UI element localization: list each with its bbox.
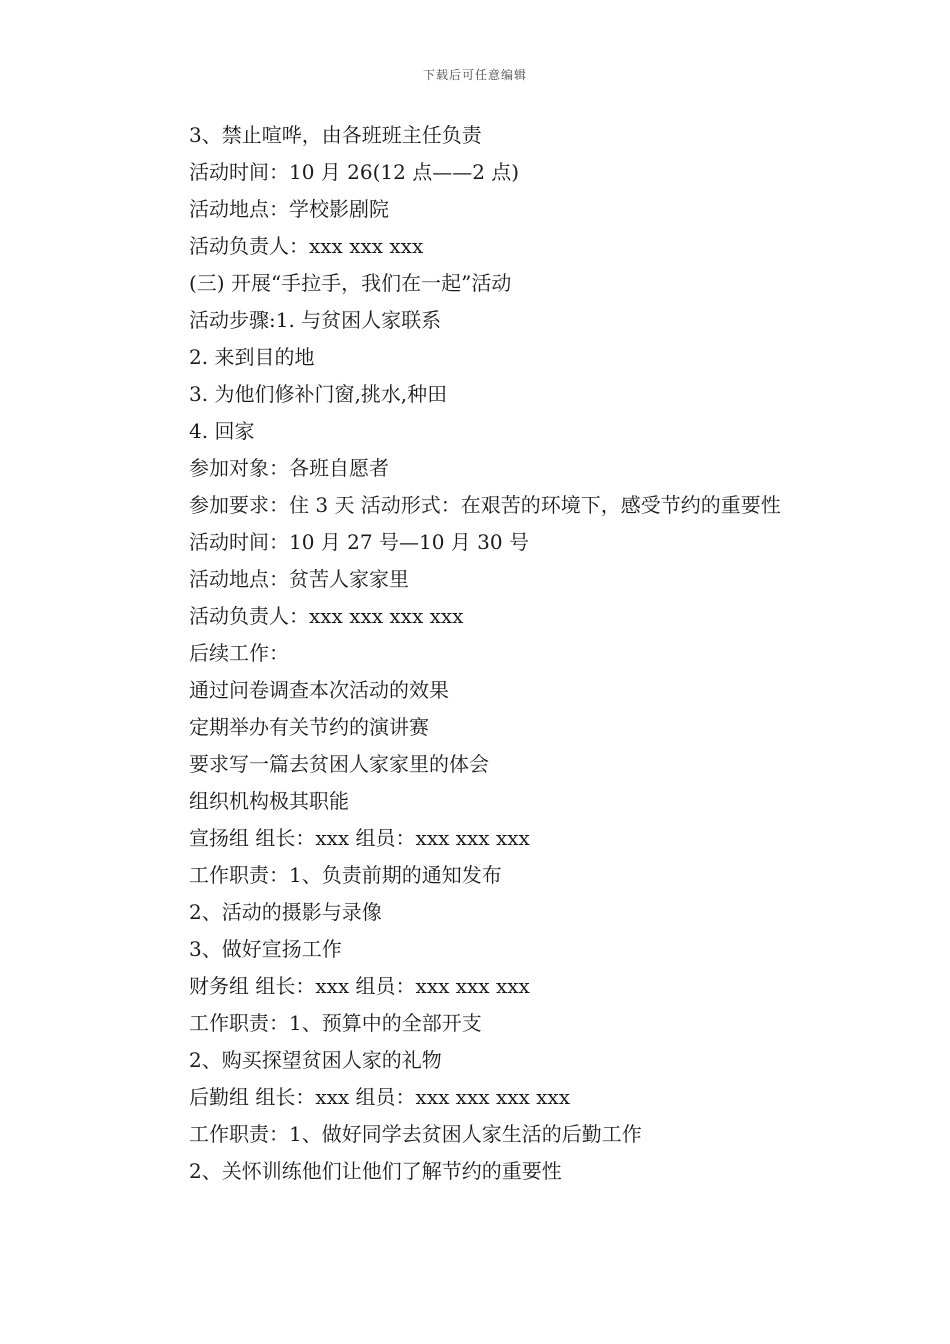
text-line: 活动地点：贫苦人家家里 [189,567,409,591]
text-line: 3、禁止喧哗，由各班班主任负责 [189,123,482,147]
text-line: 工作职责：1、预算中的全部开支 [189,1011,482,1035]
text-line: 2、购买探望贫困人家的礼物 [189,1048,442,1072]
text-line: 活动步骤:1. 与贫困人家联系 [189,308,442,332]
text-line: 要求写一篇去贫困人家家里的体会 [189,752,489,776]
text-line: 2、关怀训练他们让他们了解节约的重要性 [189,1159,562,1183]
text-line: 活动时间：10 月 27 号—10 月 30 号 [189,530,529,554]
text-line: 参加对象：各班自愿者 [189,456,389,480]
section-heading: (三) 开展“手拉手，我们在一起”活动 [189,271,512,295]
text-line: 后勤组 组长：xxx 组员：xxx xxx xxx xxx [189,1085,570,1109]
text-line: 4. 回家 [189,419,255,443]
text-line: 活动负责人：xxx xxx xxx [189,234,424,258]
page-header: 下载后可任意编辑 [422,68,527,82]
text-paragraph: 参加要求：住 3 天 活动形式：在艰苦的环境下，感受节约的重要性 [189,493,781,517]
text-line: 活动负责人：xxx xxx xxx xxx [189,604,464,628]
text-line: 3、做好宣扬工作 [189,937,342,961]
text-line: 活动时间：10 月 26(12 点——2 点) [189,160,520,184]
text-line: 财务组 组长：xxx 组员：xxx xxx xxx [189,974,530,998]
text-line: 后续工作： [189,641,289,665]
document-body [145,117,815,1190]
text-line: 组织机构极其职能 [189,789,349,813]
text-line: 工作职责：1、做好同学去贫困人家生活的后勤工作 [189,1122,642,1146]
text-line: 定期举办有关节约的演讲赛 [189,715,429,739]
text-line: 宣扬组 组长：xxx 组员：xxx xxx xxx [189,826,530,850]
text-line: 工作职责：1、负责前期的通知发布 [189,863,502,887]
text-line: 2、活动的摄影与录像 [189,900,382,924]
text-line: 活动地点：学校影剧院 [189,197,389,221]
text-line: 通过问卷调查本次活动的效果 [189,678,449,702]
text-line: 2. 来到目的地 [189,345,315,369]
text-line: 3. 为他们修补门窗,挑水,种田 [189,382,448,406]
